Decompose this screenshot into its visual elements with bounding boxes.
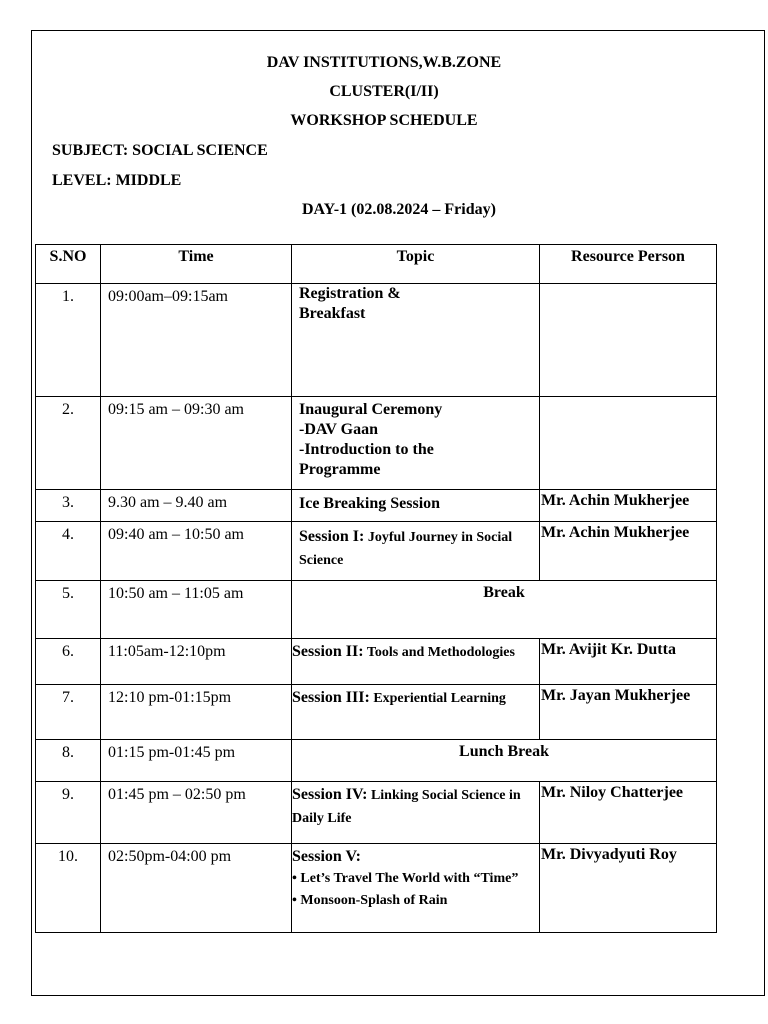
- row-topic: [292, 490, 540, 522]
- break-cell: Break: [292, 581, 717, 639]
- subject-label: SUBJECT: SOCIAL SCIENCE: [52, 142, 268, 159]
- level-label: LEVEL: MIDDLE: [52, 172, 182, 189]
- table-row: [36, 740, 717, 782]
- session-label: Session II:: [292, 643, 364, 660]
- institution-title: DAV INSTITUTIONS,W.B.ZONE: [266, 54, 502, 71]
- row-time: 12:10 pm-01:15pm: [101, 685, 292, 740]
- bullet-icon: •: [292, 871, 301, 886]
- table-row: [36, 782, 717, 844]
- table-row: [36, 685, 717, 740]
- column-header-topic: Topic: [292, 245, 540, 284]
- row-time: 09:15 am – 09:30 am: [101, 397, 292, 490]
- table-row: [36, 490, 717, 522]
- row-resource: Mr. Avijit Kr. Dutta: [540, 639, 717, 685]
- row-sno: 7.: [36, 685, 101, 740]
- topic-line: Ice Breaking Session: [299, 495, 441, 512]
- lunch-break-cell: Lunch Break: [292, 740, 717, 782]
- session-title: Tools and Methodologies: [363, 645, 515, 660]
- table-header-row: [36, 245, 717, 284]
- row-time: 02:50pm-04:00 pm: [101, 844, 292, 933]
- row-sno: 8.: [36, 740, 101, 782]
- row-sno: 3.: [36, 490, 101, 522]
- table-row: [36, 522, 717, 581]
- column-header-time: Time: [101, 245, 292, 284]
- topic-line: -DAV Gaan: [299, 421, 378, 438]
- row-resource: [540, 397, 717, 490]
- table-row: [36, 581, 717, 639]
- row-sno: 1.: [36, 284, 101, 397]
- session-label: Session III:: [292, 689, 370, 706]
- session-label: Session I:: [299, 528, 365, 545]
- table-row: [36, 284, 717, 397]
- row-resource: Mr. Jayan Mukherjee: [540, 685, 717, 740]
- schedule-table: [35, 244, 717, 933]
- row-topic: [292, 284, 540, 397]
- row-resource: Mr. Achin Mukherjee: [540, 522, 717, 581]
- column-header-sno: S.NO: [36, 245, 101, 284]
- session-title: Joyful Journey in Social Science: [299, 530, 513, 568]
- row-sno: 6.: [36, 639, 101, 685]
- topic-line: Registration &: [299, 285, 401, 302]
- row-sno: 2.: [36, 397, 101, 490]
- row-time: 01:45 pm – 02:50 pm: [101, 782, 292, 844]
- row-resource: Mr. Achin Mukherjee: [540, 490, 717, 522]
- row-time: 9.30 am – 9.40 am: [101, 490, 292, 522]
- row-resource: Mr. Niloy Chatterjee: [540, 782, 717, 844]
- bullet-text: Let’s Travel The World with “Time”: [300, 871, 519, 886]
- row-resource: Mr. Divyadyuti Roy: [540, 844, 717, 933]
- topic-line: Inaugural Ceremony: [299, 401, 443, 418]
- bullet-icon: •: [292, 893, 301, 908]
- row-time: 11:05am-12:10pm: [101, 639, 292, 685]
- bullet-item: [292, 890, 539, 912]
- row-sno: 4.: [36, 522, 101, 581]
- row-topic: [292, 685, 540, 740]
- session-title: Experiential Learning: [369, 691, 506, 706]
- topic-line: Breakfast: [299, 305, 366, 322]
- table-row: [36, 397, 717, 490]
- row-topic: [292, 522, 540, 581]
- topic-line: -Introduction to the: [299, 441, 434, 458]
- bullet-text: Monsoon-Splash of Rain: [300, 893, 448, 908]
- table-row: [36, 639, 717, 685]
- row-sno: 5.: [36, 581, 101, 639]
- row-resource: [540, 284, 717, 397]
- row-topic: [292, 844, 540, 933]
- session-label: Session V:: [292, 848, 361, 865]
- cluster-title: CLUSTER(I/II): [329, 83, 439, 100]
- topic-line: Programme: [299, 461, 381, 478]
- table-row: [36, 844, 717, 933]
- session-title: Linking Social Science in Daily Life: [292, 788, 521, 826]
- row-time: 10:50 am – 11:05 am: [101, 581, 292, 639]
- row-topic: [292, 639, 540, 685]
- session-label: Session IV:: [292, 786, 368, 803]
- row-sno: 9.: [36, 782, 101, 844]
- day-label: DAY-1 (02.08.2024 – Friday): [302, 201, 496, 218]
- row-time: 01:15 pm-01:45 pm: [101, 740, 292, 782]
- bullet-item: [292, 868, 539, 890]
- column-header-resource: Resource Person: [540, 245, 717, 284]
- row-topic: [292, 782, 540, 844]
- row-sno: 10.: [36, 844, 101, 933]
- row-time: 09:00am–09:15am: [101, 284, 292, 397]
- schedule-title: WORKSHOP SCHEDULE: [290, 112, 478, 129]
- row-time: 09:40 am – 10:50 am: [101, 522, 292, 581]
- row-topic: [292, 397, 540, 490]
